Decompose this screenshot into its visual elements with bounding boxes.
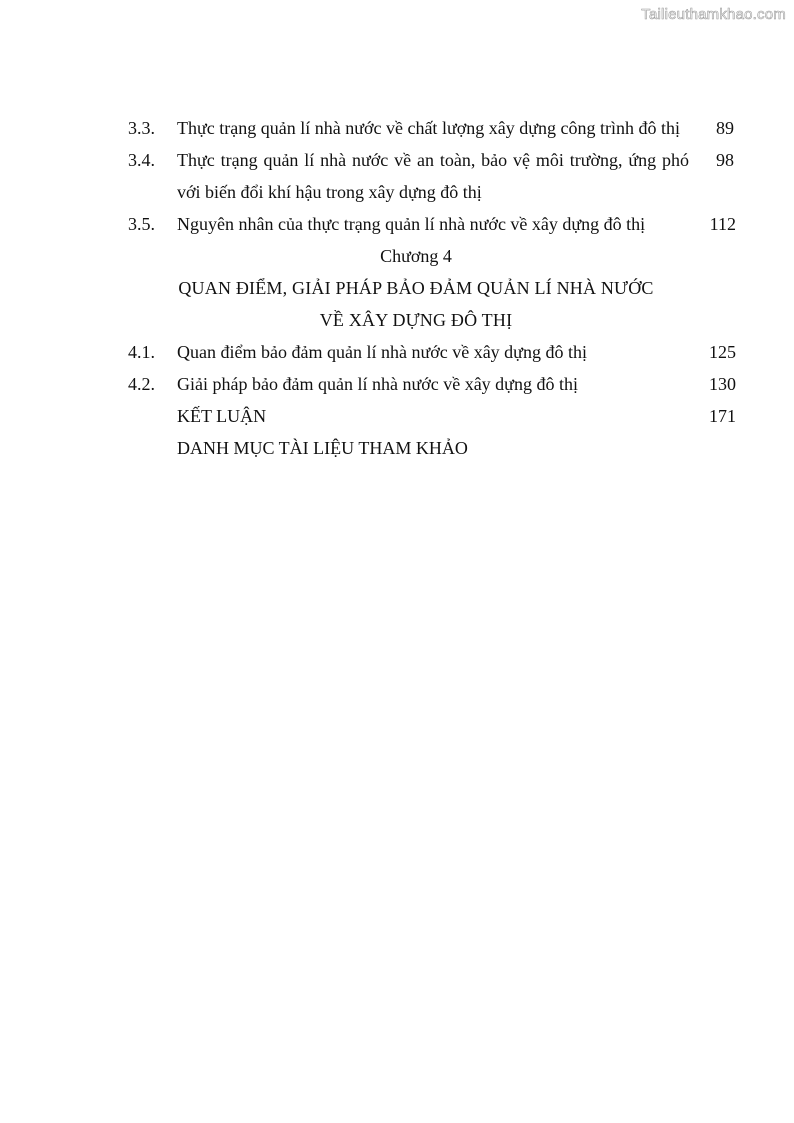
toc-entry-4-2: [0, 368, 794, 400]
toc-entry-number: 3.5.: [128, 214, 155, 234]
toc-entry-page: 171: [709, 406, 736, 426]
toc-entry-4-1: [0, 336, 794, 368]
toc-entry-page: 98: [716, 150, 734, 170]
chapter-label: Chương 4: [380, 246, 452, 266]
toc-entry-references: [0, 432, 794, 464]
toc-entry-page: 89: [716, 118, 734, 138]
toc-entry-page: 112: [709, 214, 736, 234]
toc-entry-conclusion: [0, 400, 794, 432]
toc-entry-3-3: [0, 112, 794, 144]
toc-entry-title: Thực trạng quản lí nhà nước về an toàn, bảo vệ môi trường, ứng phó với biến đổi khí hậu trong xây dựng đô thị: [177, 150, 689, 202]
toc-entry-title: Nguyên nhân của thực trạng quản lí nhà nước về xây dựng đô thị: [177, 214, 646, 234]
toc-entry-page: 125: [709, 342, 736, 362]
toc-entry-title: DANH MỤC TÀI LIỆU THAM KHẢO: [177, 438, 468, 458]
toc-entry-number: 4.1.: [128, 342, 155, 362]
watermark: Tailieuthamkhao.com: [641, 6, 786, 23]
toc-entry-title: Thực trạng quản lí nhà nước về chất lượng xây dựng công trình đô thị: [177, 118, 680, 138]
toc-entry-title: Quan điểm bảo đảm quản lí nhà nước về xây dựng đô thị: [177, 342, 587, 362]
toc-entry-title: Giải pháp bảo đảm quản lí nhà nước về xây dựng đô thị: [177, 374, 578, 394]
toc-entry-3-5: [0, 208, 794, 240]
toc-entry-3-4: [0, 144, 794, 208]
chapter-title-line-2: VỀ XÂY DỰNG ĐÔ THỊ: [319, 310, 513, 330]
toc-entry-page: 130: [709, 374, 736, 394]
toc-entry-number: 3.3.: [128, 118, 155, 138]
chapter-title-line-1: QUAN ĐIỂM, GIẢI PHÁP BẢO ĐẢM QUẢN LÍ NHÀ NƯỚC: [178, 278, 654, 298]
table-of-contents: [0, 112, 794, 464]
toc-entry-number: 3.4.: [128, 150, 155, 170]
toc-entry-number: 4.2.: [128, 374, 155, 394]
toc-entry-title: KẾT LUẬN: [177, 406, 267, 426]
